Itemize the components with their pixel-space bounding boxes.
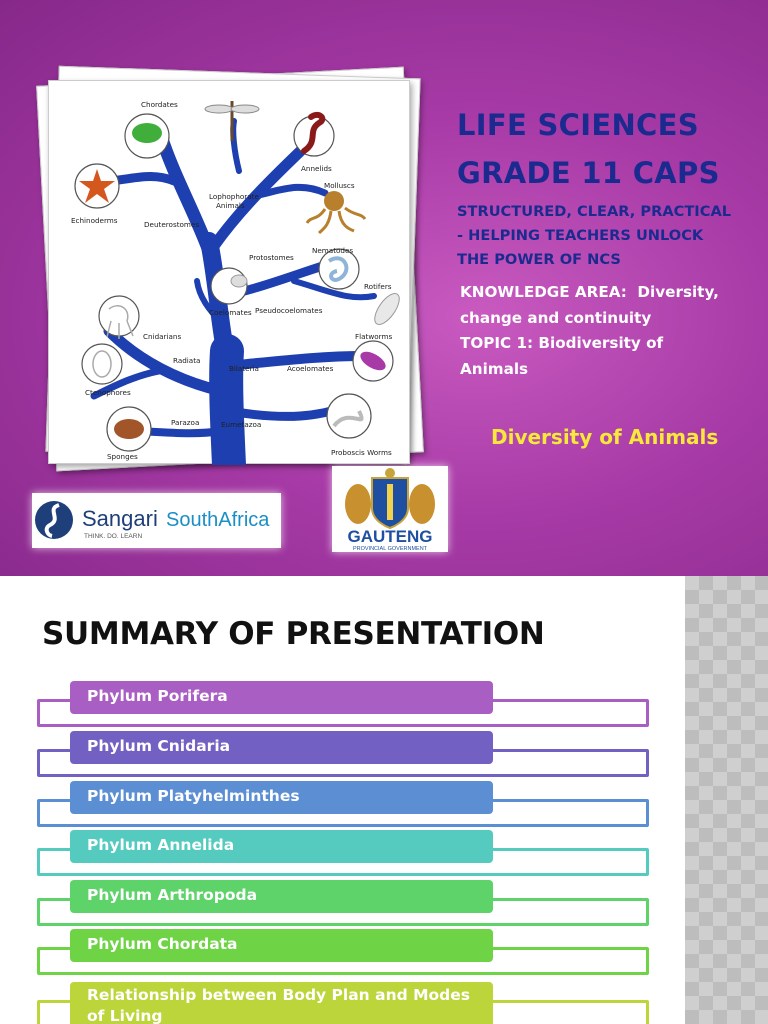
octopus-icon: [307, 191, 365, 233]
branch-deuterostomes: [161, 136, 209, 251]
label-ctenophores: Ctenophores: [85, 388, 131, 397]
subtitle: [457, 200, 757, 272]
summary-item-label: Phylum Porifera: [70, 681, 493, 714]
brachiopod-icon: [231, 275, 247, 287]
crown-icon: [385, 468, 395, 478]
knowledge-area: [460, 280, 760, 382]
label-parazoa: Parazoa: [171, 418, 200, 427]
side-pattern: [685, 576, 768, 1024]
label-rotifers: Rotifers: [364, 282, 392, 291]
label-annelids: Annelids: [301, 164, 332, 173]
phylogeny-tree: [49, 81, 411, 465]
sangari-logo-graphic: [32, 493, 281, 548]
summary-item: [37, 781, 649, 827]
label-protostomes: Protostomes: [249, 253, 294, 262]
summary-item: [37, 731, 649, 777]
dragonfly-icon: [205, 101, 259, 141]
lion-right-icon: [409, 484, 435, 524]
lion-left-icon: [345, 484, 371, 524]
label-acoelomates: Acoelomates: [287, 364, 334, 373]
summary-item: [37, 929, 649, 975]
label-sponges: Sponges: [107, 452, 138, 461]
summary-item-label: Relationship between Body Plan and Modes of Living: [70, 982, 493, 1024]
label-chordates: Chordates: [141, 100, 178, 109]
animal-tree-photo-stack: [40, 66, 430, 466]
label-flatworms: Flatworms: [355, 332, 393, 341]
gauteng-logo: [332, 466, 448, 552]
ctenophore-circle: [82, 344, 122, 384]
gauteng-crest: [332, 466, 448, 552]
label-cnidarians: Cnidarians: [143, 332, 182, 341]
summary-item-label: Phylum Cnidaria: [70, 731, 493, 764]
summary-title: SUMMARY OF PRESENTATION: [42, 616, 545, 652]
sangari-logo: [32, 493, 281, 548]
summary-item-label: Phylum Chordata: [70, 929, 493, 962]
knowledge-line-1: KNOWLEDGE AREA: Diversity,: [460, 283, 719, 301]
summary-item-label: Phylum Platyhelminthes: [70, 781, 493, 814]
knowledge-line-4: Animals: [460, 359, 529, 378]
subtitle-line-1: STRUCTURED, CLEAR, PRACTICAL: [457, 203, 732, 220]
label-molluscs: Molluscs: [324, 181, 355, 190]
knowledge-line-2: change and continuity: [460, 308, 652, 327]
summary-item: [37, 830, 649, 876]
summary-item-label: Phylum Annelida: [70, 830, 493, 863]
branch-dragonfly: [233, 121, 239, 171]
knowledge-line-3: TOPIC 1: Biodiversity of: [460, 334, 664, 352]
gauteng-sub: PROVINCIAL GOVERNMENT: [352, 546, 428, 552]
label-deuterostomes: Deuterostomes: [144, 220, 200, 229]
label-pseudocoelomates: Pseudocoelomates: [255, 306, 323, 315]
title-line-2: GRADE 11 CAPS: [457, 156, 720, 190]
sangari-tagline: THINK. DO. LEARN: [84, 533, 143, 540]
label-bilateria: Bilateria: [229, 364, 259, 373]
nematode-circle: [319, 249, 359, 289]
title-line-1: LIFE SCIENCES: [457, 108, 699, 142]
label-eumetazoa: Eumetazoa: [221, 420, 262, 429]
summary-item: [37, 681, 649, 727]
sponge-icon: [114, 419, 144, 439]
summary-item-label: Phylum Arthropoda: [70, 880, 493, 913]
gauteng-name: GAUTENG: [347, 527, 433, 546]
summary-item: [37, 982, 649, 1024]
sangari-region: SouthAfrica: [166, 509, 270, 531]
label-lophophorate: Lophophorate: [209, 192, 259, 201]
diversity-heading: Diversity of Animals: [491, 425, 719, 449]
label-coelomates: Coelomates: [209, 308, 252, 317]
label-proboscis-worms: Proboscis Worms: [331, 448, 392, 457]
animal-phylogeny-tree-image: [48, 80, 410, 464]
subtitle-line-3: THE POWER OF NCS: [457, 251, 621, 268]
label-lophophorate-animals: Animals: [216, 201, 245, 210]
subtitle-line-2: - HELPING TEACHERS UNLOCK: [457, 227, 704, 244]
summary-item: [37, 880, 649, 926]
summary-slide: [0, 576, 768, 1024]
sangari-name: Sangari: [82, 506, 158, 531]
label-radiata: Radiata: [173, 356, 201, 365]
label-echinoderms: Echinoderms: [71, 216, 118, 225]
label-nematodes: Nematodes: [312, 246, 354, 255]
frog-icon: [132, 123, 162, 143]
